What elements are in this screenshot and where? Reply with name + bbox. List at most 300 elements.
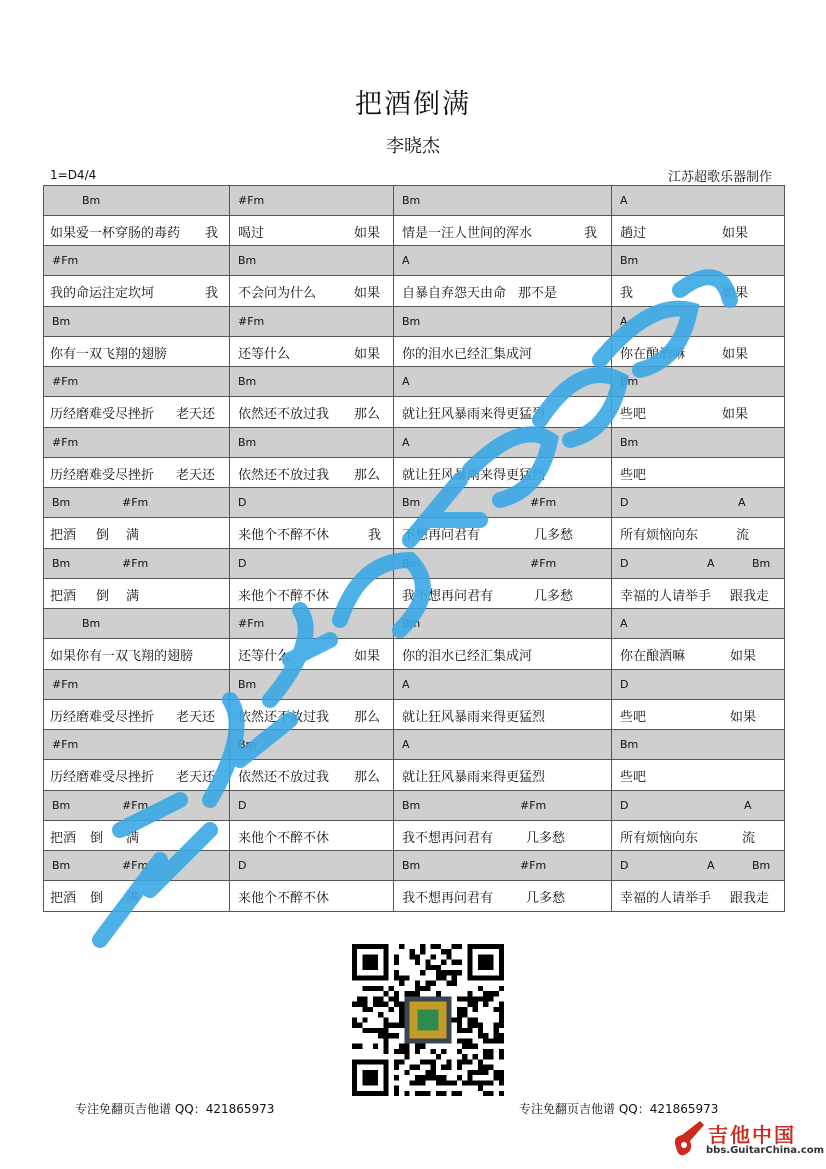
lyric-cell bbox=[44, 821, 230, 850]
chord-symbol: #Fm bbox=[530, 557, 557, 570]
lyric-text: 喝过 bbox=[238, 226, 265, 241]
lyric-text: 倒 bbox=[90, 831, 104, 846]
lyric-text: 老天还 bbox=[176, 468, 216, 483]
qr-module bbox=[494, 1028, 499, 1033]
qr-module bbox=[457, 1012, 462, 1017]
qr-module bbox=[378, 1033, 383, 1038]
qr-module bbox=[399, 944, 404, 949]
qr-module bbox=[483, 1002, 488, 1007]
chord-cell bbox=[394, 488, 612, 517]
qr-module bbox=[457, 960, 462, 965]
lyric-cell bbox=[394, 639, 612, 669]
chord-symbol: #Fm bbox=[52, 436, 79, 449]
lyric-text: 历经磨难受尽挫折 bbox=[50, 407, 155, 422]
lyric-text: 把酒 bbox=[50, 831, 77, 846]
chord-cell bbox=[230, 246, 394, 275]
chord-row bbox=[44, 428, 785, 458]
chord-symbol: Bm bbox=[402, 315, 421, 328]
lyric-text: 如果爱一杯穿肠的毒药 bbox=[50, 226, 181, 241]
qr-module bbox=[473, 1070, 478, 1075]
qr-module bbox=[446, 1065, 451, 1070]
qr-module bbox=[494, 1038, 499, 1043]
qr-module bbox=[420, 1075, 425, 1080]
lyric-text: 几多愁 bbox=[534, 528, 574, 543]
chord-symbol: Bm bbox=[620, 254, 639, 267]
qr-module bbox=[483, 1033, 488, 1038]
chord-symbol: #Fm bbox=[238, 315, 265, 328]
chord-row bbox=[44, 186, 785, 216]
qr-module bbox=[399, 1059, 404, 1064]
qr-module bbox=[483, 991, 488, 996]
qr-module bbox=[357, 1023, 362, 1028]
song-key: 1=D4/4 bbox=[50, 168, 97, 182]
chord-cell bbox=[44, 670, 230, 699]
qr-module bbox=[441, 949, 446, 954]
lyric-cell bbox=[44, 518, 230, 548]
qr-module bbox=[431, 1075, 436, 1080]
lyric-row bbox=[44, 700, 785, 730]
lyric-text: 我 bbox=[205, 226, 219, 241]
chord-cell bbox=[612, 186, 785, 215]
lyric-text: 还等什么 bbox=[238, 649, 291, 664]
qr-module bbox=[473, 1023, 478, 1028]
qr-module bbox=[373, 1028, 378, 1033]
lyric-cell bbox=[394, 760, 612, 790]
lyric-text: 你的泪水已经汇集成河 bbox=[402, 649, 533, 664]
qr-module bbox=[483, 1049, 488, 1054]
qr-module bbox=[410, 954, 415, 959]
qr-module bbox=[431, 981, 436, 986]
lyric-text: 满 bbox=[126, 831, 140, 846]
chord-symbol: Bm bbox=[620, 375, 639, 388]
lyric-cell bbox=[230, 216, 394, 245]
lyric-cell bbox=[44, 881, 230, 911]
qr-module bbox=[410, 991, 415, 996]
qr-module bbox=[404, 991, 409, 996]
qr-module bbox=[362, 954, 378, 970]
chord-cell bbox=[394, 851, 612, 880]
qr-module bbox=[415, 1049, 420, 1054]
qr-module bbox=[457, 1007, 462, 1012]
qr-module bbox=[478, 1059, 483, 1064]
footer-left: 专注免翻页吉他谱 QQ：421865973 bbox=[75, 1102, 275, 1116]
lyric-text: 我 bbox=[620, 286, 634, 301]
chord-symbol: Bm bbox=[52, 496, 71, 509]
lyric-text: 那不是 bbox=[518, 286, 558, 301]
chord-cell bbox=[612, 307, 785, 336]
lyric-cell bbox=[612, 881, 785, 911]
chord-symbol: #Fm bbox=[122, 557, 149, 570]
lyric-text: 我 bbox=[205, 286, 219, 301]
chord-row bbox=[44, 246, 785, 276]
chord-symbol: A bbox=[402, 678, 410, 691]
qr-module bbox=[383, 1049, 388, 1054]
chord-symbol: Bm bbox=[238, 254, 257, 267]
lyric-cell bbox=[230, 821, 394, 850]
qr-module bbox=[494, 1007, 499, 1012]
chord-cell bbox=[394, 428, 612, 457]
qr-module bbox=[478, 1070, 483, 1075]
chord-symbol: A bbox=[707, 859, 715, 872]
lyric-text: 历经磨难受尽挫折 bbox=[50, 770, 155, 785]
chord-cell bbox=[44, 791, 230, 820]
chord-cell bbox=[394, 367, 612, 396]
qr-module bbox=[404, 1054, 409, 1059]
lyric-text: 流 bbox=[742, 831, 756, 846]
chord-cell bbox=[394, 549, 612, 578]
qr-module bbox=[425, 1070, 430, 1075]
chord-symbol: Bm bbox=[620, 436, 639, 449]
chord-row bbox=[44, 367, 785, 397]
qr-module bbox=[404, 1091, 409, 1096]
qr-module bbox=[399, 1049, 404, 1054]
song-title: 把酒倒满 bbox=[355, 89, 471, 120]
lyric-text: 所有烦恼向东 bbox=[620, 831, 699, 846]
qr-module bbox=[436, 1091, 441, 1096]
lyric-text: 就让狂风暴雨来得更猛烈 bbox=[402, 770, 546, 785]
qr-module bbox=[446, 949, 451, 954]
qr-module bbox=[452, 960, 457, 965]
footer-right: 专注免翻页吉他谱 QQ：421865973 bbox=[519, 1102, 719, 1116]
qr-module bbox=[457, 970, 462, 975]
qr-module bbox=[357, 1044, 362, 1049]
chord-cell bbox=[394, 246, 612, 275]
qr-module bbox=[499, 1033, 504, 1038]
lyric-text: 些吧 bbox=[620, 468, 647, 483]
qr-module bbox=[478, 1086, 483, 1091]
qr-module bbox=[378, 1002, 383, 1007]
logo-name: 吉他中国 bbox=[708, 1123, 796, 1147]
qr-module bbox=[425, 981, 430, 986]
qr-module bbox=[467, 1070, 472, 1075]
chord-cell bbox=[230, 488, 394, 517]
lyric-row bbox=[44, 639, 785, 670]
lyric-text: 如果 bbox=[722, 347, 749, 362]
qr-module bbox=[452, 1091, 457, 1096]
qr-module bbox=[441, 1049, 446, 1054]
qr-module bbox=[473, 1002, 478, 1007]
qr-module bbox=[499, 1049, 504, 1054]
chord-cell bbox=[230, 851, 394, 880]
qr-module bbox=[431, 944, 436, 949]
qr-module bbox=[425, 1075, 430, 1080]
qr-module bbox=[420, 1080, 425, 1085]
qr-module bbox=[378, 1028, 383, 1033]
qr-module bbox=[452, 944, 457, 949]
qr-module bbox=[436, 1054, 441, 1059]
lyric-cell bbox=[612, 216, 785, 245]
qr-module bbox=[467, 1002, 472, 1007]
lyric-row bbox=[44, 760, 785, 791]
lyric-text: 把酒 bbox=[50, 589, 77, 604]
chord-cell bbox=[394, 307, 612, 336]
lyric-cell bbox=[612, 458, 785, 487]
chord-cell bbox=[612, 367, 785, 396]
lyric-cell bbox=[44, 760, 230, 790]
site-logo[interactable] bbox=[670, 1115, 825, 1165]
chord-cell bbox=[44, 367, 230, 396]
qr-module bbox=[452, 970, 457, 975]
chord-cell bbox=[394, 730, 612, 759]
lyric-cell bbox=[44, 579, 230, 608]
lyric-cell bbox=[230, 700, 394, 729]
qr-module bbox=[467, 1044, 472, 1049]
qr-module bbox=[418, 1010, 439, 1031]
qr-module bbox=[394, 1059, 399, 1064]
lyric-row bbox=[44, 216, 785, 246]
qr-module bbox=[452, 975, 457, 980]
lyric-text: 流 bbox=[736, 528, 750, 543]
qr-module bbox=[436, 970, 441, 975]
qr-module bbox=[394, 970, 399, 975]
lyric-text: 幸福的人请举手 bbox=[620, 589, 712, 604]
lyric-text: 历经磨难受尽挫折 bbox=[50, 710, 155, 725]
chord-symbol: D bbox=[620, 799, 629, 812]
qr-module bbox=[394, 954, 399, 959]
qr-module bbox=[383, 1023, 388, 1028]
lyric-text: 依然还不放过我 bbox=[238, 710, 330, 725]
lyric-text: 我不想再问君有 bbox=[402, 589, 494, 604]
lyric-text: 倒 bbox=[96, 589, 110, 604]
qr-module bbox=[483, 996, 488, 1001]
qr-module bbox=[457, 1017, 462, 1022]
lyric-text: 历经磨难受尽挫折 bbox=[50, 468, 155, 483]
qr-module bbox=[415, 1065, 420, 1070]
lyric-cell bbox=[44, 458, 230, 487]
chord-symbol: Bm bbox=[238, 678, 257, 691]
chord-symbol: A bbox=[402, 254, 410, 267]
qr-module bbox=[394, 1065, 399, 1070]
lyric-text: 我不想再问君有 bbox=[402, 891, 494, 906]
qr-module bbox=[488, 991, 493, 996]
lyric-cell bbox=[44, 700, 230, 729]
qr-module bbox=[483, 1054, 488, 1059]
qr-module bbox=[415, 1044, 420, 1049]
lyric-cell bbox=[394, 579, 612, 608]
logo-url: bbs.GuitarChina.com bbox=[706, 1145, 825, 1156]
lyric-cell bbox=[612, 579, 785, 608]
qr-module bbox=[478, 1065, 483, 1070]
qr-module bbox=[383, 1017, 388, 1022]
qr-module bbox=[467, 1038, 472, 1043]
chord-symbol: #Fm bbox=[52, 678, 79, 691]
lyric-row bbox=[44, 518, 785, 549]
chord-symbol: Bm bbox=[238, 738, 257, 751]
qr-module bbox=[446, 970, 451, 975]
qr-module bbox=[494, 1023, 499, 1028]
qr-module bbox=[399, 1023, 404, 1028]
qr-module bbox=[499, 1017, 504, 1022]
qr-module bbox=[452, 1080, 457, 1085]
lyric-text: 几多愁 bbox=[534, 589, 574, 604]
chord-symbol: Bm bbox=[52, 859, 71, 872]
qr-module bbox=[394, 1091, 399, 1096]
chord-cell bbox=[394, 670, 612, 699]
qr-module bbox=[394, 960, 399, 965]
qr-module bbox=[457, 1038, 462, 1043]
lyric-text: 来他个不醉不休 bbox=[238, 589, 330, 604]
lyric-text: 些吧 bbox=[620, 407, 647, 422]
qr-module bbox=[389, 986, 394, 991]
song-maker: 江苏超歌乐器制作 bbox=[667, 170, 772, 185]
chord-symbol: D bbox=[620, 859, 629, 872]
qr-module bbox=[399, 1007, 404, 1012]
lyric-text: 我 bbox=[584, 226, 598, 241]
chord-symbol: Bm bbox=[752, 557, 771, 570]
chord-cell bbox=[612, 549, 785, 578]
lyric-cell bbox=[612, 276, 785, 306]
qr-module bbox=[441, 1080, 446, 1085]
qr-module bbox=[457, 1028, 462, 1033]
chord-cell bbox=[394, 186, 612, 215]
lyric-text: 你在酿酒嘛 bbox=[620, 347, 686, 362]
lyric-text: 把酒 bbox=[50, 528, 77, 543]
chord-symbol: Bm bbox=[52, 799, 71, 812]
qr-module bbox=[357, 1002, 362, 1007]
qr-module bbox=[473, 1044, 478, 1049]
qr-module bbox=[378, 986, 383, 991]
chord-cell bbox=[612, 428, 785, 457]
lyric-text: 趟过 bbox=[620, 226, 647, 241]
qr-module bbox=[457, 1049, 462, 1054]
lyric-text: 我的命运注定坎坷 bbox=[50, 286, 155, 301]
lyric-text: 倒 bbox=[96, 528, 110, 543]
lyric-text: 老天还 bbox=[176, 770, 216, 785]
lyric-text: 如果 bbox=[722, 286, 749, 301]
lyric-cell bbox=[394, 881, 612, 911]
qr-module bbox=[441, 960, 446, 965]
chord-cell bbox=[612, 730, 785, 759]
qr-module bbox=[457, 1023, 462, 1028]
lyric-text: 满 bbox=[126, 891, 140, 906]
qr-module bbox=[352, 1044, 357, 1049]
lyric-cell bbox=[230, 276, 394, 306]
lyric-text: 情是一汪人世间的浑水 bbox=[402, 226, 533, 241]
qr-module bbox=[478, 1033, 483, 1038]
qr-module bbox=[389, 996, 394, 1001]
qr-module bbox=[415, 1075, 420, 1080]
lyric-text: 把酒 bbox=[50, 891, 77, 906]
qr-module bbox=[410, 949, 415, 954]
qr-module bbox=[462, 1054, 467, 1059]
chord-symbol: Bm bbox=[82, 617, 101, 630]
qr-module bbox=[415, 1080, 420, 1085]
lyric-text: 如果 bbox=[354, 347, 381, 362]
lyric-cell bbox=[230, 518, 394, 548]
qr-module bbox=[399, 1012, 404, 1017]
lyric-text: 自暴自弃怨天由命 bbox=[402, 286, 507, 301]
qr-module bbox=[478, 954, 494, 970]
qr-module bbox=[383, 1044, 388, 1049]
lyric-text: 你在酿酒嘛 bbox=[620, 649, 686, 664]
qr-module bbox=[499, 1023, 504, 1028]
qr-module bbox=[462, 1038, 467, 1043]
qr-module bbox=[383, 1002, 388, 1007]
lyric-cell bbox=[230, 639, 394, 669]
qr-module bbox=[420, 986, 425, 991]
qr-module bbox=[399, 981, 404, 986]
qr-module bbox=[394, 991, 399, 996]
lyric-text: 几多愁 bbox=[526, 831, 566, 846]
chord-cell bbox=[44, 730, 230, 759]
chord-symbol: Bm bbox=[402, 194, 421, 207]
chord-cell bbox=[612, 246, 785, 275]
qr-module bbox=[436, 944, 441, 949]
qr-module bbox=[399, 1044, 404, 1049]
qr-module bbox=[394, 1049, 399, 1054]
qr-module bbox=[478, 1023, 483, 1028]
qr-module bbox=[499, 1012, 504, 1017]
qr-module bbox=[473, 1007, 478, 1012]
qr-module bbox=[457, 1075, 462, 1080]
chord-symbol: D bbox=[620, 678, 629, 691]
lyric-cell bbox=[44, 216, 230, 245]
qr-module bbox=[431, 1059, 436, 1064]
qr-module bbox=[410, 1065, 415, 1070]
qr-module bbox=[362, 1017, 367, 1022]
chord-cell bbox=[44, 307, 230, 336]
chord-cell bbox=[612, 488, 785, 517]
chord-symbol: D bbox=[238, 557, 247, 570]
qr-module bbox=[499, 1007, 504, 1012]
qr-module bbox=[436, 1080, 441, 1085]
qr-module bbox=[436, 975, 441, 980]
lyric-text: 满 bbox=[126, 589, 140, 604]
qr-module bbox=[394, 975, 399, 980]
lyric-cell bbox=[394, 518, 612, 548]
qr-module bbox=[499, 1038, 504, 1043]
qr-module bbox=[494, 1033, 499, 1038]
qr-module bbox=[499, 1054, 504, 1059]
chord-symbol: Bm bbox=[52, 557, 71, 570]
lyric-text: 不会问为什么 bbox=[238, 286, 317, 301]
chord-cell bbox=[44, 186, 230, 215]
qr-module bbox=[457, 1091, 462, 1096]
chord-cell bbox=[230, 549, 394, 578]
qr-module bbox=[373, 1044, 378, 1049]
chord-row bbox=[44, 851, 785, 881]
qr-module bbox=[383, 991, 388, 996]
qr-module bbox=[389, 1033, 394, 1038]
qr-module bbox=[394, 1023, 399, 1028]
lyric-text: 如果你有一双飞翔的翅膀 bbox=[50, 649, 194, 664]
qr-module bbox=[420, 949, 425, 954]
chord-symbol: D bbox=[620, 496, 629, 509]
lyric-text: 如果 bbox=[354, 226, 381, 241]
lyric-text: 就让狂风暴雨来得更猛烈 bbox=[402, 468, 546, 483]
qr-module bbox=[441, 1065, 446, 1070]
qr-module bbox=[415, 981, 420, 986]
chord-symbol: A bbox=[707, 557, 715, 570]
lyric-cell bbox=[394, 821, 612, 850]
chord-cell bbox=[230, 367, 394, 396]
qr-module bbox=[494, 1075, 499, 1080]
lyric-cell bbox=[44, 337, 230, 366]
qr-module bbox=[467, 1023, 472, 1028]
qr-module bbox=[483, 1065, 488, 1070]
qr-module bbox=[394, 1075, 399, 1080]
chord-symbol: Bm bbox=[52, 315, 71, 328]
chord-cell bbox=[230, 307, 394, 336]
lyric-cell bbox=[230, 579, 394, 608]
qr-module bbox=[394, 1002, 399, 1007]
chord-row bbox=[44, 791, 785, 821]
lyric-cell bbox=[612, 760, 785, 790]
qr-module bbox=[441, 975, 446, 980]
qr-module bbox=[425, 960, 430, 965]
lyric-text: 满 bbox=[126, 528, 140, 543]
qr-module bbox=[478, 996, 483, 1001]
